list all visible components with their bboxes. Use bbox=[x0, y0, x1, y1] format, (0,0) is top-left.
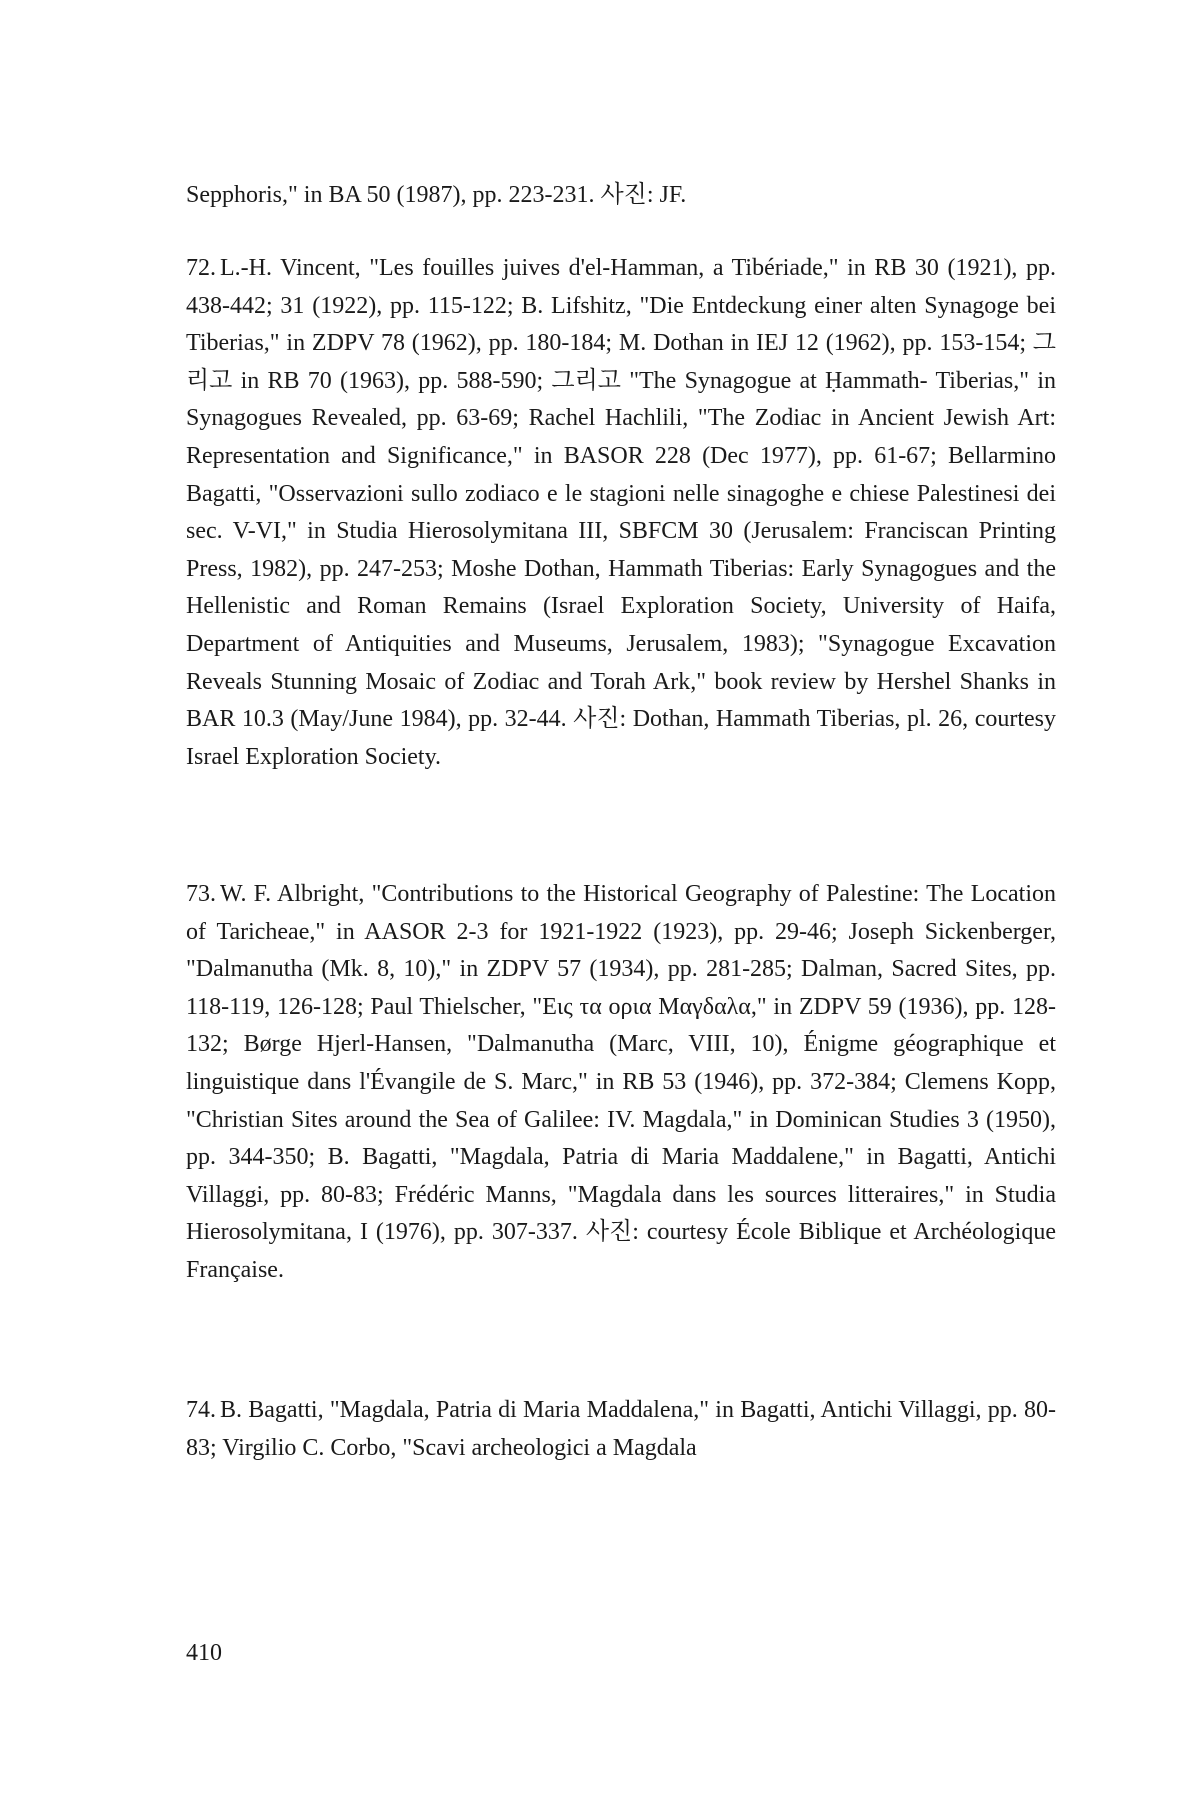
footnote-72 bbox=[186, 250, 1056, 776]
footnote-number: 72. bbox=[186, 255, 216, 281]
footnote-number: 74. bbox=[186, 1397, 216, 1423]
footnote-74 bbox=[186, 1392, 1056, 1467]
page-number: 410 bbox=[186, 1640, 222, 1666]
footnote-73 bbox=[186, 876, 1056, 1290]
continued-footnote-text: Sepphoris," in BA 50 (1987), pp. 223-231. 사진: JF. bbox=[186, 182, 687, 208]
footnote-text: L.-H. Vincent, "Les fouilles juives d'el-Hamman, a Tibériade," in RB 30 (1921), pp. 438-442; 31 (1922), pp. 115-122; B. Lifshitz, "Die Entdeckung einer alten Synagoge bei Tiberias," in ZDPV 78 (1962), pp. 180-184; M. Dothan in IEJ 12 (1962), pp. 153-154; 그리고 in RB 70 (1963), pp. 588-590; 그리고 "The Synagogue at Ḥammath- Tiberias," in Synagogues Revealed, pp. 63-69; Rachel Hachlili, "The Zodiac in Ancient Jewish Art: Representation and Significance," in BASOR 228 (Dec 1977), pp. 61-67; Bellarmino Bagatti, "Osservazioni sullo zodiaco e le stagioni nelle sinagoghe e chiese Palestinesi dei sec. V-VI," in Studia Hierosolymitana III, SBFCM 30 (Jerusalem: Franciscan Printing Press, 1982), pp. 247-253; Moshe Dothan, Hammath Tiberias: Early Synagogues and the Hellenistic and Roman Remains (Israel Exploration Society, University of Haifa, Department of Antiquities and Museums, Jerusalem, 1983); "Synagogue Excavation Reveals Stunning Mosaic of Zodiac and Torah Ark," book review by Hershel Shanks in BAR 10.3 (May/June 1984), pp. 32-44. 사진: Dothan, Hammath Tiberias, pl. 26, courtesy Israel Exploration Society. bbox=[186, 255, 1056, 770]
footnote-text: W. F. Albright, "Contributions to the Historical Geography of Palestine: The Location of Taricheae," in AASOR 2-3 for 1921-1922 (1923), pp. 29-46; Joseph Sickenberger, "Dalmanutha (Mk. 8, 10)," in ZDPV 57 (1934), pp. 281-285; Dalman, Sacred Sites, pp. 118-119, 126-128; Paul Thielscher, "Εις τα ορια Μαγδαλα," in ZDPV 59 (1936), pp. 128-132; Børge Hjerl-Hansen, "Dalmanutha (Marc, VIII, 10), Énigme géographique et linguistique dans l'Évangile de S. Marc," in RB 53 (1946), pp. 372-384; Clemens Kopp, "Christian Sites around the Sea of Galilee: IV. Magdala," in Dominican Studies 3 (1950), pp. 344-350; B. Bagatti, "Magdala, Patria di Maria Maddalene," in Bagatti, Antichi Villaggi, pp. 80-83; Frédéric Manns, "Magdala dans les sources litteraires," in Studia Hierosolymitana, I (1976), pp. 307-337. 사진: courtesy École Biblique et Archéologique Française. bbox=[186, 881, 1056, 1283]
footnote-text: B. Bagatti, "Magdala, Patria di Maria Maddalena," in Bagatti, Antichi Villaggi, pp. 80-83; Virgilio C. Corbo, "Scavi archeologici a Magdala bbox=[186, 1397, 1056, 1461]
footnote-number: 73. bbox=[186, 881, 216, 907]
